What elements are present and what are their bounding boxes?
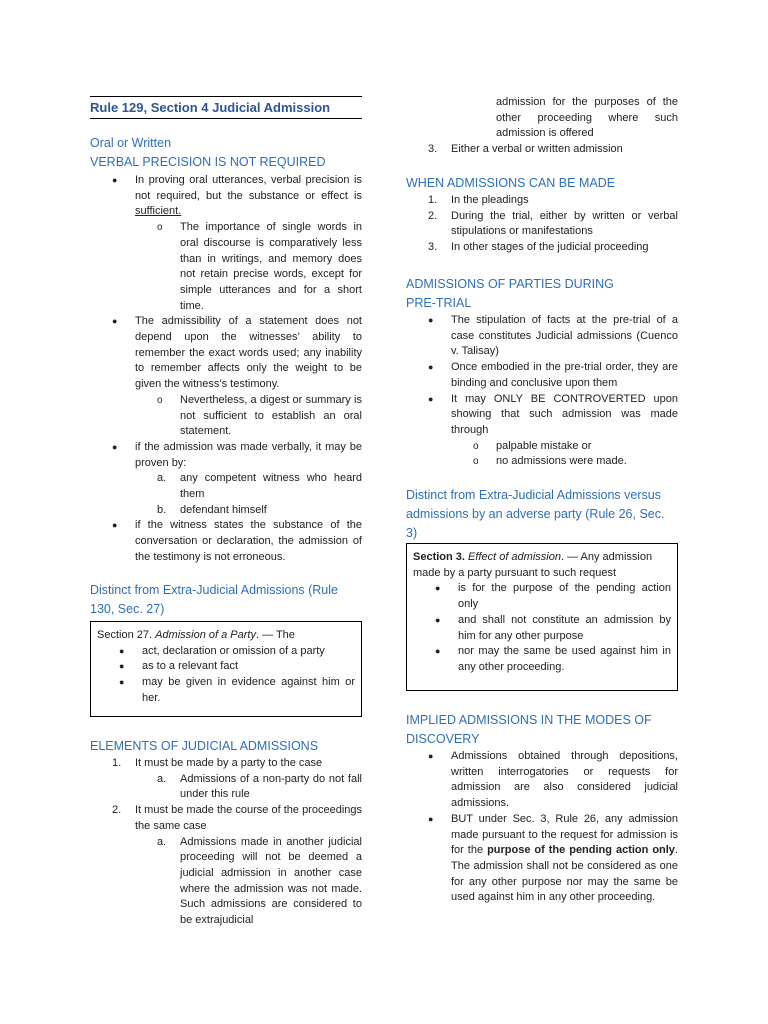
list-item: 2. It must be made the course of the proceedings the same case — [112, 804, 362, 832]
bullet-icon: ● — [435, 583, 441, 594]
sub-list-item: o palpable mistake or — [406, 439, 678, 455]
list-item: ● as to a relevant fact — [97, 659, 355, 675]
bullet-icon: ● — [428, 315, 434, 325]
bullet-icon: ● — [428, 751, 434, 761]
sub-list-item: a. Admissions of a non-party do not fall under this rule — [157, 772, 362, 801]
bullet-icon: ● — [428, 813, 434, 824]
verbal-heading: VERBAL PRECISION IS NOT REQUIRED — [90, 155, 326, 169]
list-item: ● The stipulation of facts at the pre-trial of a case constitutes Judicial admissions (Cuenco v. Talisay) — [428, 314, 678, 358]
page-title: Rule 129, Section 4 Judicial Admission — [90, 100, 331, 115]
title-box — [90, 96, 362, 119]
list-item: ● In proving oral utterances, verbal precision is not required, but the substance or effect is sufficient. — [112, 174, 362, 218]
section-3-lead: Section 3. Effect of admission. — Any admission made by a party pursuant to such request — [413, 551, 653, 579]
sub-list-item: o The importance of single words in oral discourse is comparatively less than in writings, and memory does not retain precise words, except for simple utterances and for a short time. — [157, 221, 362, 312]
section-3-box — [406, 543, 678, 691]
bullet-icon: ● — [119, 645, 125, 656]
circle-bullet-icon: o — [473, 440, 479, 452]
sub-list-item: a. any competent witness who heard them — [157, 472, 362, 501]
continued-text: admission for the purposes of the other proceeding where such admission is offered — [496, 96, 678, 140]
circle-bullet-icon: o — [473, 456, 479, 468]
list-item: ● may be given in evidence against him or her. — [119, 676, 355, 704]
when-heading: WHEN ADMISSIONS CAN BE MADE — [406, 176, 616, 190]
list-item: ● and shall not constitute an admission by him for any other purpose — [435, 613, 671, 642]
sub-list-item: o no admissions were made. — [406, 454, 678, 470]
bullet-icon: ● — [435, 646, 441, 657]
list-item: ● Once embodied in the pre-trial order, they are binding and conclusive upon them — [428, 361, 678, 389]
list-item: ● The admissibility of a statement does not depend upon the witnesses’ ability to remember the exact words used; any inability to remember affects only the weight to be given the witness’s testimony. — [112, 315, 362, 391]
list-item: 2. During the trial, either by written or verbal stipulations or manifestations — [428, 209, 678, 238]
implied-heading: IMPLIED ADMISSIONS IN THE MODES OF DISCOVERY — [406, 713, 652, 746]
elements-heading: ELEMENTS OF JUDICIAL ADMISSIONS — [90, 739, 319, 753]
list-item: ● is for the purpose of the pending action only — [435, 582, 671, 611]
list-item: 3. Either a verbal or written admission — [428, 143, 623, 155]
section-27-lead: Section 27. Admission of a Party. — The — [97, 629, 295, 641]
list-item: ● BUT under Sec. 3, Rule 26, any admission made pursuant to the request for admission is for the purpose of the pending action only. The admission shall not be considered as one for any other purpose nor may the same be used against him in any other proceeding. — [428, 812, 678, 904]
oral-heading: Oral or Written — [90, 136, 172, 150]
bullet-icon: ● — [428, 362, 434, 373]
sub-list-item: b. defendant himself — [157, 503, 267, 516]
bullet-icon: ● — [112, 441, 118, 452]
bullet-icon: ● — [112, 175, 118, 185]
sub-list-item: a. Admissions made in another judicial proceeding will not be deemed a judicial admission in another case where the admission was not made. Such admissions are considered to be extrajudicial — [157, 835, 362, 927]
section-27-box — [90, 621, 362, 717]
list-item: 1. In the pleadings — [428, 194, 529, 206]
implied-list — [406, 749, 678, 906]
list-item: ● It may ONLY BE CONTROVERTED upon showing that such admission was made through — [428, 392, 678, 436]
pretrial-list — [406, 313, 678, 470]
bullet-icon: ● — [119, 661, 125, 672]
bullet-icon: ● — [119, 677, 125, 688]
bullet-icon: ● — [112, 316, 118, 327]
circle-bullet-icon: o — [157, 394, 163, 406]
verbal-list — [90, 173, 362, 566]
list-item: ● if the admission was made verbally, it may be proven by: — [112, 440, 362, 469]
list-item: ● if the witness states the substance of the conversation or declaration, the admission of the testimony is not erroneous. — [112, 519, 362, 563]
sub-list-item: o Nevertheless, a digest or summary is not sufficient to establish an oral statement. — [157, 393, 362, 438]
bullet-icon: ● — [428, 393, 434, 404]
list-item: 1. It must be made by a party to the case — [112, 757, 323, 769]
list-item: 3. In other stages of the judicial proceeding — [428, 241, 649, 254]
distinct2-heading: Distinct from Extra-Judicial Admissions versus admissions by an adverse party (Rule 26, Sec. 3) — [406, 488, 665, 540]
bullet-icon: ● — [435, 614, 441, 625]
element-3 — [406, 142, 678, 158]
list-item: ● nor may the same be used against him in any other proceeding. — [435, 645, 671, 673]
list-item: ● Admissions obtained through depositions, written interrogatories or requests for admission are also considered judicial admissions. — [428, 750, 678, 810]
elements-list — [90, 756, 362, 929]
distinct-heading: Distinct from Extra-Judicial Admissions (Rule 130, Sec. 27) — [90, 583, 338, 616]
list-item: ● act, declaration or omission of a party — [97, 644, 355, 660]
circle-bullet-icon: o — [157, 222, 163, 234]
bullet-icon: ● — [112, 520, 118, 531]
pretrial-heading: ADMISSIONS OF PARTIES DURING PRE-TRIAL — [406, 277, 614, 310]
when-list — [406, 193, 678, 256]
